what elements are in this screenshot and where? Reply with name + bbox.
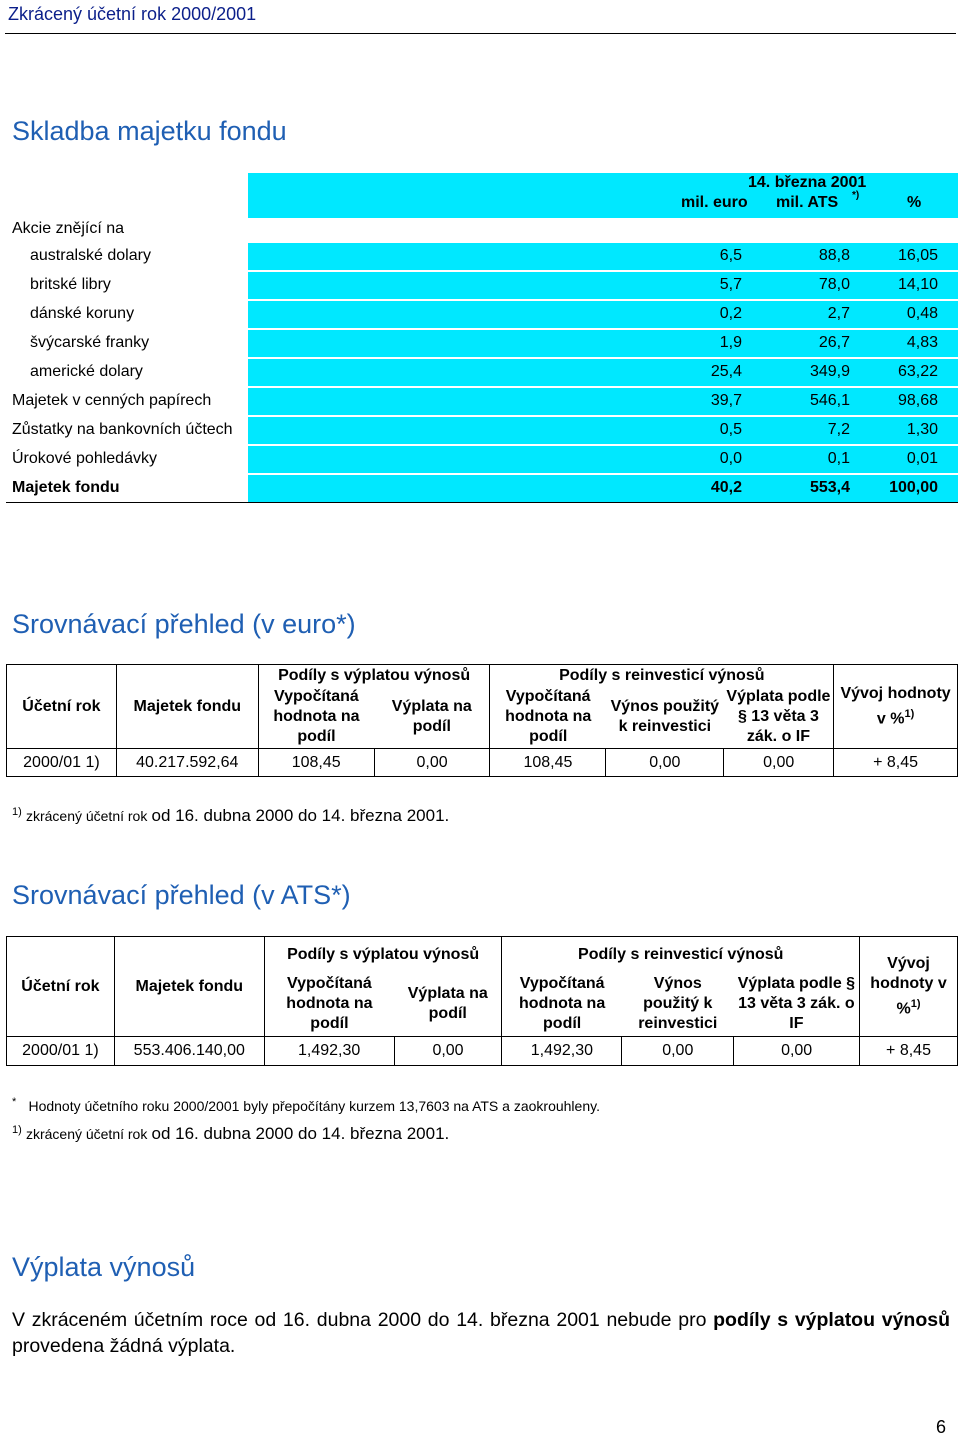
header-assets: Majetek fondu (116, 665, 258, 749)
value-percent: 4,83 (906, 334, 938, 351)
row-label: Majetek v cenných papírech (12, 392, 212, 409)
value-percent: 16,05 (897, 247, 938, 264)
note-exchange-rate: * Hodnoty účetního roku 2000/2001 byly přepočítány kurzem 13,7603 na ATS a zaokrouhleny. (12, 1096, 600, 1114)
header-calc-value-reinvest: Vypočítaná hodnota na podíl (490, 687, 606, 749)
value-ats: 0,1 (827, 450, 850, 467)
page-number: 6 (936, 1417, 947, 1437)
row-label: Zůstatky na bankovních účtech (12, 421, 233, 438)
footnote-ats: $^{1)}$ zkrácený účetní rok od 16. dubna 2000 do 14. března 2001. (12, 1124, 450, 1143)
cell-assets: 553.406.140,00 (114, 1037, 264, 1066)
cell-yield: 0,00 (606, 749, 724, 777)
header-calc-value: Vypočítaná hodnota na podíl (264, 973, 394, 1037)
value-ats: 349,9 (809, 363, 850, 380)
cell-payout: 0,00 (394, 1037, 502, 1066)
header-group-payout: Podíly s výplatou výnosů (258, 665, 490, 687)
value-eur: 1,9 (719, 334, 742, 351)
value-percent: 0,01 (906, 450, 938, 467)
table-row (0, 271, 960, 300)
date-header: 14. března 2001 (748, 174, 867, 191)
section-title-comparison-eur: Srovnávací přehled (v euro*) (12, 609, 356, 639)
col-header-percent: % (907, 194, 922, 211)
table-row (0, 358, 960, 387)
value-eur: 6,5 (719, 247, 742, 264)
header-year: Účetní rok (7, 937, 115, 1037)
row-label: australské dolary (30, 247, 151, 264)
value-ats: 2,7 (827, 305, 850, 322)
total-row (0, 474, 960, 503)
header-rule (5, 33, 956, 34)
cell-payout-law: 0,00 (724, 749, 834, 777)
header-assets: Majetek fondu (114, 937, 264, 1037)
asset-structure-table (0, 170, 960, 503)
value-ats: 88,8 (818, 247, 850, 264)
table-row (0, 416, 960, 445)
row-label: britské libry (30, 276, 111, 293)
cell-trend: + 8,45 (834, 749, 958, 777)
value-eur: 0,0 (719, 450, 742, 467)
header-payout-per-share: Výplata na podíl (374, 687, 490, 749)
value-eur: 39,7 (710, 392, 742, 409)
table-row (0, 329, 960, 358)
cell-trend: + 8,45 (860, 1037, 958, 1066)
value-percent: 63,22 (897, 363, 938, 380)
cell-calc-value-reinvest: 1,492,30 (502, 1037, 622, 1066)
header-payout-law: Výplata podle § 13 věta 3 zák. o IF (734, 973, 860, 1037)
header-group-reinvest: Podíly s reinvesticí výnosů (502, 937, 860, 973)
row-label: Úrokové pohledávky (12, 450, 157, 467)
col-header-ats-note: *) (852, 190, 860, 201)
header-trend: Vývoj hodnoty v %$^{1)}$ (834, 665, 958, 749)
cell-yield: 0,00 (622, 1037, 734, 1066)
header-yield-reinvested: Výnos použitý k reinvestici (606, 687, 724, 749)
header-group-reinvest: Podíly s reinvesticí výnosů (490, 665, 834, 687)
value-eur: 25,4 (710, 363, 742, 380)
cell-payout: 0,00 (374, 749, 490, 777)
total-eur: 40,2 (710, 479, 742, 496)
total-label: Majetek fondu (12, 479, 120, 496)
table-row (0, 445, 960, 474)
value-percent: 0,48 (906, 305, 938, 322)
payout-paragraph: V zkráceném účetním roce od 16. dubna 2000 do 14. března 2001 nebude pro podíly s výplatou výnosů provedena žádná výplata. (12, 1309, 950, 1357)
footnote-eur: $^{1)}$ zkrácený účetní rok od 16. dubna 2000 do 14. března 2001. (12, 806, 450, 825)
value-ats: 78,0 (818, 276, 850, 293)
header-group-payout: Podíly s výplatou výnosů (264, 937, 502, 973)
header-yield-reinvested: Výnos použitý k reinvestici (622, 973, 734, 1037)
col-header-ats: mil. ATS (776, 194, 839, 211)
group-label: Akcie znějící na (12, 220, 125, 237)
header-calc-value-reinvest: Vypočítaná hodnota na podíl (502, 973, 622, 1037)
section-title-asset-structure: Skladba majetku fondu (12, 116, 287, 146)
value-percent: 14,10 (897, 276, 938, 293)
table-bottom-rule (6, 502, 958, 503)
table-row (0, 242, 960, 271)
header-year: Účetní rok (7, 665, 117, 749)
value-ats: 26,7 (818, 334, 850, 351)
section-title-comparison-ats: Srovnávací přehled (v ATS*) (12, 880, 351, 910)
comparison-table-ats (6, 936, 958, 1066)
table-row (0, 387, 960, 416)
comparison-table-eur (6, 664, 958, 777)
value-eur: 0,2 (719, 305, 742, 322)
value-ats: 7,2 (827, 421, 850, 438)
cell-calc-value: 1,492,30 (264, 1037, 394, 1066)
cell-calc-value: 108,45 (258, 749, 374, 777)
cell-year: 2000/01 1) (7, 749, 117, 777)
value-percent: 1,30 (906, 421, 938, 438)
cell-payout-law: 0,00 (734, 1037, 860, 1066)
cell-calc-value-reinvest: 108,45 (490, 749, 606, 777)
table-row (7, 1037, 958, 1066)
header-payout-per-share: Výplata na podíl (394, 973, 502, 1037)
value-eur: 5,7 (719, 276, 742, 293)
row-label: švýcarské franky (30, 334, 150, 351)
cell-year: 2000/01 1) (7, 1037, 115, 1066)
row-label: dánské koruny (30, 305, 135, 322)
section-title-payout: Výplata výnosů (12, 1252, 196, 1282)
cell-assets: 40.217.592,64 (116, 749, 258, 777)
table-row (7, 749, 958, 777)
header-calc-value: Vypočítaná hodnota na podíl (258, 687, 374, 749)
total-percent: 100,00 (889, 479, 938, 496)
value-eur: 0,5 (719, 421, 742, 438)
row-label: americké dolary (30, 363, 143, 380)
table-row (0, 300, 960, 329)
col-header-eur: mil. euro (681, 194, 748, 211)
value-ats: 546,1 (809, 392, 850, 409)
total-ats: 553,4 (809, 479, 850, 496)
page-header-title: Zkrácený účetní rok 2000/2001 (8, 4, 257, 24)
header-trend: Vývoj hodnoty v %$^{1)}$ (860, 937, 958, 1037)
value-percent: 98,68 (897, 392, 938, 409)
header-payout-law: Výplata podle § 13 věta 3 zák. o IF (724, 687, 834, 749)
